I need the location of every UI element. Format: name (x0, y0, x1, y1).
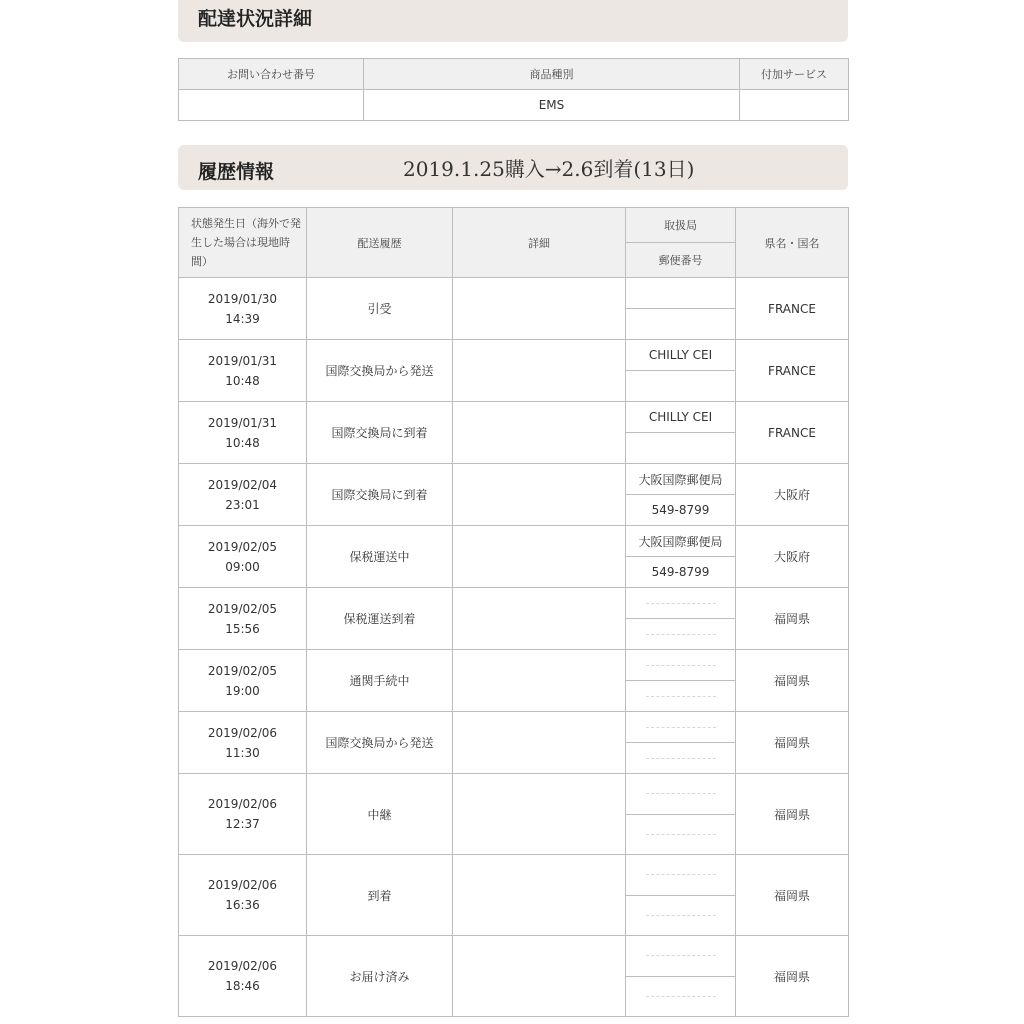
event-detail (453, 855, 626, 936)
summary-header-row (179, 59, 849, 90)
event-datetime (179, 278, 307, 340)
summary-value-row (179, 90, 849, 121)
event-datetime (179, 526, 307, 588)
event-time: 14:39 (225, 311, 260, 326)
delivery-status: お届け済み (307, 936, 453, 1017)
event-datetime (179, 402, 307, 464)
table-row (179, 650, 849, 712)
postal-code (626, 815, 735, 855)
event-detail (453, 712, 626, 774)
region: FRANCE (736, 278, 849, 340)
history-table (178, 207, 849, 1017)
purchase-note: 2019.1.25購入→2.6到着(13日) (403, 157, 695, 181)
table-row (179, 712, 849, 774)
event-time: 18:46 (225, 979, 260, 993)
delivery-status-header (178, 0, 848, 42)
event-time: 10:48 (225, 435, 260, 450)
redacted-mark (646, 727, 716, 728)
region: 福岡県 (736, 588, 849, 650)
history-header-row (179, 208, 849, 243)
postal-code (626, 743, 735, 773)
region: 福岡県 (736, 774, 849, 855)
event-datetime (179, 855, 307, 936)
event-time: 15:56 (225, 621, 260, 636)
event-date: 2019/01/31 (207, 353, 278, 368)
region: 大阪府 (736, 526, 849, 588)
summary-table (178, 58, 849, 121)
section-title: 配達状況詳細 (198, 8, 313, 30)
table-row (179, 464, 849, 526)
office-name (626, 936, 735, 977)
event-date: 2019/02/06 (207, 725, 278, 740)
office-cell (626, 855, 736, 936)
delivery-status: 国際交換局から発送 (307, 340, 453, 402)
product-type-value: EMS (364, 90, 740, 121)
postal-code (626, 371, 735, 401)
postal-code (626, 977, 735, 1017)
event-detail (453, 402, 626, 464)
event-time: 12:37 (225, 817, 260, 831)
event-time: 19:00 (225, 683, 260, 698)
office-header: 取扱局 (626, 208, 736, 243)
redacted-mark (646, 834, 716, 835)
delivery-status: 保税運送中 (307, 526, 453, 588)
event-date: 2019/02/06 (207, 959, 278, 973)
postal-header: 郵便番号 (626, 243, 736, 278)
event-time: 16:36 (225, 898, 260, 912)
event-time: 11:30 (225, 745, 260, 760)
postal-code: 549-8799 (651, 565, 710, 579)
office-name (626, 588, 735, 619)
redacted-mark (646, 915, 716, 916)
event-datetime (179, 464, 307, 526)
status-header: 配送履歴 (307, 208, 453, 278)
office-cell (626, 588, 736, 650)
history-info-header (178, 145, 848, 190)
event-date: 2019/02/06 (207, 797, 278, 811)
postal-code (626, 681, 735, 711)
office-cell (626, 774, 736, 855)
delivery-status: 国際交換局に到着 (307, 464, 453, 526)
table-row (179, 855, 849, 936)
history-body (179, 278, 849, 1017)
event-detail (453, 278, 626, 340)
redacted-mark (646, 603, 716, 604)
event-date: 2019/02/06 (207, 878, 278, 892)
date-header: 状態発生日（海外で発生した場合は現地時間） (179, 208, 307, 278)
event-date: 2019/02/04 (207, 477, 278, 492)
table-row (179, 340, 849, 402)
office-cell (626, 340, 736, 402)
detail-header: 詳細 (453, 208, 626, 278)
postal-code (626, 619, 735, 649)
table-row (179, 588, 849, 650)
event-detail (453, 936, 626, 1017)
event-detail (453, 588, 626, 650)
event-detail (453, 650, 626, 712)
event-datetime (179, 650, 307, 712)
redacted-mark (646, 758, 716, 759)
office-cell (626, 278, 736, 340)
office-cell (626, 936, 736, 1017)
postal-code: 549-8799 (651, 503, 710, 517)
table-row (179, 402, 849, 464)
redacted-mark (646, 874, 716, 875)
region: FRANCE (736, 340, 849, 402)
redacted-mark (646, 793, 716, 794)
event-time: 23:01 (225, 497, 260, 512)
office-name: CHILLY CEI (626, 402, 735, 433)
redacted-mark (646, 955, 716, 956)
event-detail (453, 774, 626, 855)
delivery-status: 通関手続中 (307, 650, 453, 712)
office-name: 大阪国際郵便局 (626, 464, 735, 495)
event-datetime (179, 588, 307, 650)
event-time: 09:00 (225, 559, 260, 574)
event-detail (453, 340, 626, 402)
event-detail (453, 526, 626, 588)
event-time: 10:48 (225, 373, 260, 388)
table-row (179, 774, 849, 855)
postal-code (626, 896, 735, 936)
region: FRANCE (736, 402, 849, 464)
event-date: 2019/02/05 (207, 601, 278, 616)
tracking-number-header: お問い合わせ番号 (179, 59, 364, 90)
event-datetime (179, 936, 307, 1017)
event-datetime (179, 774, 307, 855)
region: 福岡県 (736, 936, 849, 1017)
delivery-status: 到着 (307, 855, 453, 936)
table-row (179, 278, 849, 340)
product-type-header: 商品種別 (364, 59, 740, 90)
table-row (179, 526, 849, 588)
region-header: 県名・国名 (736, 208, 849, 278)
office-cell (626, 526, 736, 588)
office-name (626, 650, 735, 681)
delivery-status: 国際交換局から発送 (307, 712, 453, 774)
office-name (626, 855, 735, 896)
office-cell (626, 650, 736, 712)
region: 福岡県 (736, 650, 849, 712)
delivery-status: 引受 (307, 278, 453, 340)
event-date: 2019/01/30 (207, 291, 278, 306)
event-datetime (179, 340, 307, 402)
delivery-status: 中継 (307, 774, 453, 855)
event-date: 2019/02/05 (207, 663, 278, 678)
section-title: 履歴情報 (198, 161, 275, 183)
additional-service-header: 付加サービス (740, 59, 849, 90)
region: 福岡県 (736, 855, 849, 936)
tracking-number-value (179, 90, 364, 121)
office-name (626, 774, 735, 815)
delivery-status: 保税運送到着 (307, 588, 453, 650)
additional-service-value (740, 90, 849, 121)
office-name (626, 278, 735, 309)
office-cell (626, 712, 736, 774)
event-date: 2019/01/31 (207, 415, 278, 430)
region: 福岡県 (736, 712, 849, 774)
office-cell (626, 464, 736, 526)
office-name: CHILLY CEI (626, 340, 735, 371)
event-detail (453, 464, 626, 526)
office-name (626, 712, 735, 743)
office-cell (626, 402, 736, 464)
office-name: 大阪国際郵便局 (626, 526, 735, 557)
event-datetime (179, 712, 307, 774)
redacted-mark (646, 696, 716, 697)
redacted-mark (646, 996, 716, 997)
redacted-mark (646, 665, 716, 666)
event-date: 2019/02/05 (207, 539, 278, 554)
region: 大阪府 (736, 464, 849, 526)
table-row (179, 936, 849, 1017)
postal-code (626, 309, 735, 339)
postal-code (626, 433, 735, 463)
redacted-mark (646, 634, 716, 635)
delivery-status: 国際交換局に到着 (307, 402, 453, 464)
